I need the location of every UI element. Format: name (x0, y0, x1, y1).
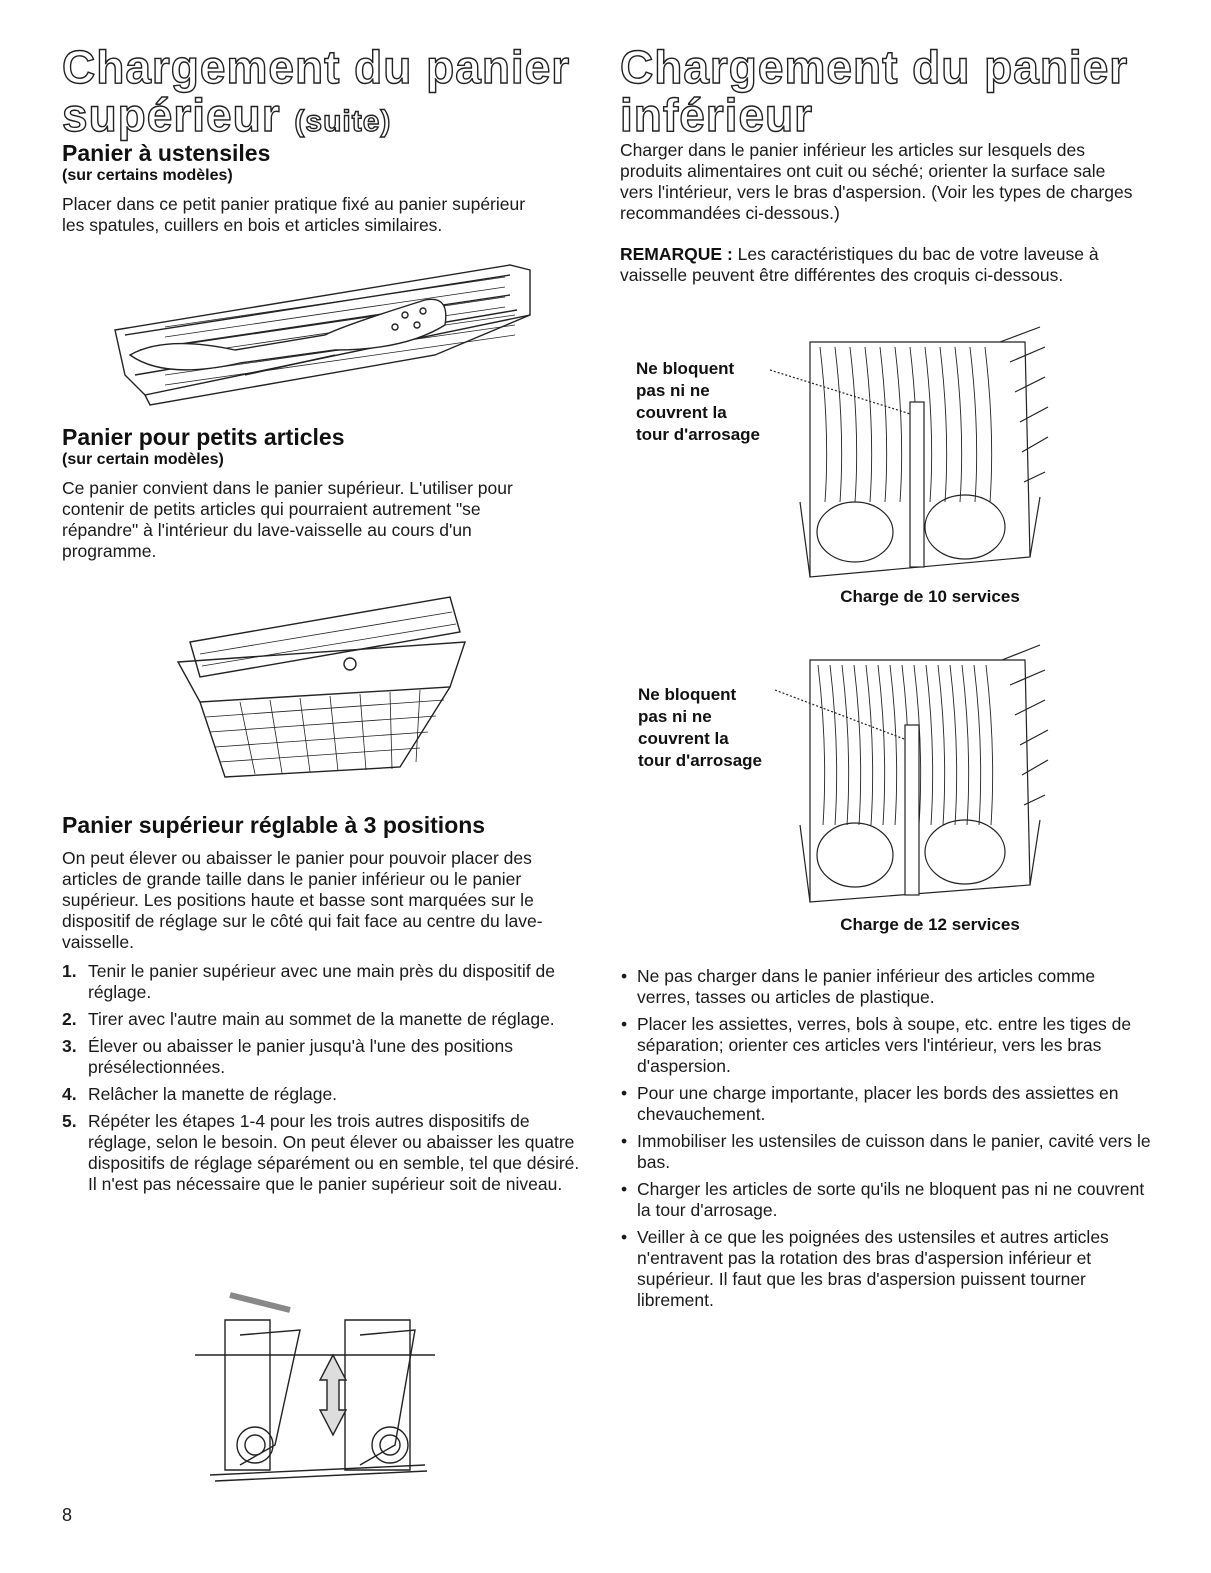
callout-line: couvrent la (638, 729, 729, 748)
section-subheading: (sur certain modèles) (62, 451, 224, 468)
step-item (62, 1009, 582, 1030)
rack-adjuster-illustration (195, 1285, 445, 1485)
utensil-basket-illustration (105, 255, 535, 415)
section-petits-articles (62, 424, 552, 562)
bullet-dot: • (621, 1014, 628, 1034)
bullet-item (621, 1131, 1151, 1173)
section-heading: Panier pour petits articles (62, 424, 345, 450)
bullet-text: Placer les assiettes, verres, bols à soupe, etc. entre les tiges de séparation; orienter ces articles vers l'intérieur, vers les bras d'aspersion. (637, 1014, 1132, 1076)
callout-line: Ne bloquent (636, 359, 735, 378)
section-heading: Panier supérieur réglable à 3 positions (62, 812, 486, 838)
section-body: On peut élever ou abaisser le panier pour pouvoir placer des articles de grande taille dans le panier inférieur ou le panier supérieur. Les positions haute et basse sont marquées sur le dispositif de réglage sur le côté qui fait face au centre du lave-vaisselle. (62, 848, 543, 952)
bullet-text: Pour une charge importante, placer les bords des assiettes en chevauchement. (637, 1083, 1119, 1124)
step-number: 3. (62, 1036, 77, 1056)
bullet-dot: • (621, 1179, 628, 1199)
bullet-dot: • (621, 966, 628, 986)
bullet-dot: • (621, 1131, 628, 1151)
step-text: Relâcher la manette de réglage. (88, 1084, 338, 1104)
left-title-line1: Chargement du panier (62, 41, 571, 93)
section-ustensiles (62, 140, 542, 236)
callout-line: Ne bloquent (638, 685, 737, 704)
bullet-dot: • (621, 1083, 628, 1103)
bullet-item (621, 966, 1151, 1008)
section-subheading: (sur certains modèles) (62, 167, 233, 184)
bullet-text: Immobiliser les ustensiles de cuisson dans le panier, cavité vers le bas. (637, 1131, 1151, 1172)
step-item (62, 1111, 582, 1195)
bullet-item (621, 1014, 1151, 1077)
bullet-text: Charger les articles de sorte qu'ils ne bloquent pas ni ne couvrent la tour d'arrosage. (637, 1179, 1145, 1220)
step-item (62, 1036, 582, 1078)
fig1-dishrack-illustration (740, 322, 1050, 584)
section-body: Ce panier convient dans le panier supérieur. L'utiliser pour contenir de petits articles qui pourraient autrement "se répandre" à l'intérieur du lave-vaisselle au cours d'un programme. (62, 478, 513, 561)
right-title-line2: inférieur (620, 89, 814, 141)
callout-line: pas ni ne (638, 707, 712, 726)
bullet-item (621, 1227, 1151, 1311)
step-number: 4. (62, 1084, 77, 1104)
fig2-dishrack-illustration (740, 640, 1050, 910)
left-title (62, 41, 602, 145)
bullet-item (621, 1083, 1151, 1125)
bullet-list (621, 966, 1151, 1311)
intro-block (620, 140, 1140, 286)
section-heading: Panier à ustensiles (62, 140, 271, 166)
loading-tips (621, 966, 1151, 1317)
page-number: 8 (62, 1505, 73, 1525)
fig2-caption: Charge de 12 services (840, 915, 1020, 934)
right-title (620, 41, 1180, 141)
bullet-text: Veiller à ce que les poignées des ustensiles et autres articles n'entravent pas la rotation des bras d'aspersion inférieur et supérieur. Il faut que les bras d'aspersion puissent tourner librement. (637, 1227, 1109, 1310)
callout-line: couvrent la (636, 403, 727, 422)
callout-line: tour d'arrosage (638, 751, 763, 770)
step-number: 5. (62, 1111, 77, 1131)
step-text: Élever ou abaisser le panier jusqu'à l'une des positions présélectionnées. (88, 1036, 513, 1077)
small-items-basket-illustration (170, 592, 470, 792)
left-title-line2 (62, 89, 602, 145)
note-text (620, 244, 1140, 286)
left-title-word: supérieur (62, 89, 281, 141)
fig1-caption: Charge de 10 services (840, 587, 1020, 606)
step-number: 1. (62, 961, 77, 981)
section-panier-reglable (62, 812, 582, 1201)
intro-text: Charger dans le panier inférieur les articles sur lesquels des produits alimentaires ont cuit ou séché; orienter la surface sale vers l'intérieur, vers le bras d'aspersion. (Voir les types de charges recommandées ci-dessous.) (620, 140, 1133, 223)
section-body: Placer dans ce petit panier pratique fixé au panier supérieur les spatules, cuillers en bois et articles similaires. (62, 194, 526, 235)
steps-list (62, 961, 582, 1195)
note-label: REMARQUE : (620, 244, 733, 264)
bullet-text: Ne pas charger dans le panier inférieur des articles comme verres, tasses ou articles de plastique. (637, 966, 1096, 1007)
callout-line: tour d'arrosage (636, 425, 761, 444)
step-text: Tirer avec l'autre main au sommet de la manette de réglage. (88, 1009, 555, 1029)
bullet-dot: • (621, 1227, 628, 1247)
step-text: Répéter les étapes 1-4 pour les trois autres dispositifs de réglage, selon le besoin. On peut élever ou abaisser les quatre dispositifs de réglage séparément ou en semble, tel que désiré. Il n'est pas nécessaire que le panier supérieur soit de niveau. (88, 1111, 580, 1194)
step-text: Tenir le panier supérieur avec une main près du dispositif de réglage. (88, 961, 555, 1002)
note-body: Les caractéristiques du bac de votre laveuse à vaisselle peuvent être différentes des croquis ci-dessous. (620, 244, 1099, 285)
step-number: 2. (62, 1009, 77, 1029)
left-title-suffix: (suite) (294, 105, 392, 138)
step-item (62, 1084, 582, 1105)
callout-line: pas ni ne (636, 381, 710, 400)
step-item (62, 961, 582, 1003)
bullet-item (621, 1179, 1151, 1221)
right-title-line1: Chargement du panier (620, 41, 1129, 93)
